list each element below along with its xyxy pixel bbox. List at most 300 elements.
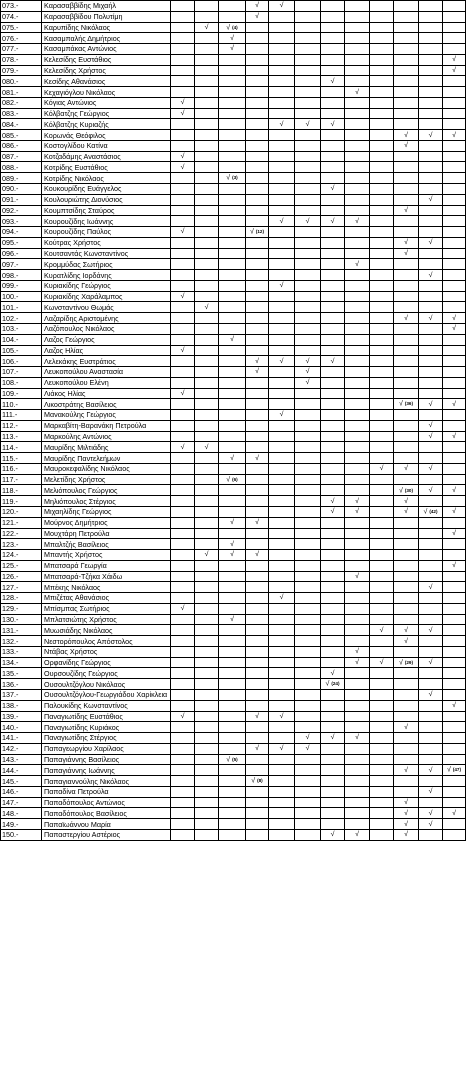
row-number: 101.- bbox=[1, 302, 42, 313]
check-cell: √ (5) bbox=[219, 754, 246, 765]
check-cell bbox=[195, 151, 219, 162]
check-cell: √ (29) bbox=[394, 657, 419, 668]
check-cell bbox=[370, 76, 394, 87]
check-cell bbox=[269, 345, 295, 356]
check-cell bbox=[394, 54, 419, 65]
check-cell bbox=[269, 754, 295, 765]
check-cell bbox=[171, 506, 195, 517]
check-cell bbox=[219, 582, 246, 593]
check-cell: √ bbox=[246, 711, 269, 722]
check-cell bbox=[295, 54, 321, 65]
check-cell: √ bbox=[345, 216, 370, 227]
check-cell bbox=[219, 808, 246, 819]
check-cell bbox=[171, 399, 195, 410]
check-cell bbox=[443, 151, 466, 162]
table-row bbox=[1, 646, 466, 657]
check-cell bbox=[219, 97, 246, 108]
check-cell bbox=[370, 528, 394, 539]
check-cell bbox=[345, 463, 370, 474]
check-cell: √ (30) bbox=[394, 485, 419, 496]
table-row bbox=[1, 1, 466, 12]
check-cell bbox=[394, 151, 419, 162]
row-number: 113.- bbox=[1, 431, 42, 442]
check-cell bbox=[269, 194, 295, 205]
member-name: Μπατσαρά-Τζήκα Χάιδω bbox=[42, 571, 171, 582]
check-cell bbox=[195, 194, 219, 205]
check-cell bbox=[295, 754, 321, 765]
check-cell bbox=[394, 87, 419, 98]
check-cell bbox=[419, 44, 443, 55]
table-row bbox=[1, 173, 466, 184]
row-number: 143.- bbox=[1, 754, 42, 765]
check-cell bbox=[321, 108, 345, 119]
check-cell bbox=[321, 11, 345, 22]
table-row bbox=[1, 765, 466, 776]
check-cell bbox=[269, 614, 295, 625]
check-cell bbox=[443, 388, 466, 399]
check-cell: √ bbox=[321, 216, 345, 227]
check-cell bbox=[419, 1, 443, 12]
check-cell bbox=[219, 140, 246, 151]
check-cell: √ bbox=[219, 33, 246, 44]
member-name: Παπαγιάννης Βασίλειος bbox=[42, 754, 171, 765]
check-cell bbox=[394, 108, 419, 119]
check-cell bbox=[195, 797, 219, 808]
check-cell bbox=[419, 248, 443, 259]
check-cell bbox=[171, 431, 195, 442]
check-cell bbox=[345, 33, 370, 44]
check-cell bbox=[419, 711, 443, 722]
check-cell bbox=[219, 442, 246, 453]
check-cell bbox=[246, 65, 269, 76]
check-cell bbox=[171, 194, 195, 205]
check-cell bbox=[443, 356, 466, 367]
check-cell bbox=[171, 754, 195, 765]
check-cell bbox=[195, 625, 219, 636]
check-cell: √ bbox=[246, 1, 269, 12]
row-number: 106.- bbox=[1, 356, 42, 367]
check-cell bbox=[321, 291, 345, 302]
check-cell bbox=[419, 646, 443, 657]
check-cell bbox=[269, 76, 295, 87]
check-cell bbox=[171, 700, 195, 711]
check-cell bbox=[321, 517, 345, 528]
check-cell: √ bbox=[171, 151, 195, 162]
check-cell bbox=[195, 679, 219, 690]
check-cell bbox=[370, 205, 394, 216]
check-cell bbox=[269, 259, 295, 270]
check-cell bbox=[195, 173, 219, 184]
check-cell: √ bbox=[295, 377, 321, 388]
footnote-ref: (4) bbox=[232, 24, 238, 30]
check-cell bbox=[219, 162, 246, 173]
check-cell bbox=[246, 582, 269, 593]
check-cell: √ bbox=[246, 743, 269, 754]
check-cell bbox=[443, 657, 466, 668]
row-number: 120.- bbox=[1, 506, 42, 517]
check-cell bbox=[345, 453, 370, 464]
check-cell bbox=[370, 442, 394, 453]
table-row bbox=[1, 162, 466, 173]
check-cell bbox=[321, 603, 345, 614]
check-cell bbox=[295, 173, 321, 184]
check-cell bbox=[269, 54, 295, 65]
member-name: Παπαδίνα Πετρούλα bbox=[42, 786, 171, 797]
check-cell bbox=[246, 302, 269, 313]
row-number: 112.- bbox=[1, 420, 42, 431]
check-cell bbox=[246, 334, 269, 345]
check-cell bbox=[419, 323, 443, 334]
check-cell bbox=[269, 367, 295, 378]
check-cell bbox=[345, 76, 370, 87]
check-cell bbox=[394, 162, 419, 173]
check-cell bbox=[171, 829, 195, 840]
member-name: Μπίσμπας Σωτήριος bbox=[42, 603, 171, 614]
check-cell bbox=[295, 237, 321, 248]
check-cell bbox=[295, 646, 321, 657]
check-cell bbox=[345, 291, 370, 302]
check-cell bbox=[419, 119, 443, 130]
member-name: Κουρουζίδης Ιωάννης bbox=[42, 216, 171, 227]
check-cell bbox=[295, 722, 321, 733]
check-cell: √ bbox=[394, 140, 419, 151]
check-cell: √ bbox=[419, 237, 443, 248]
check-cell bbox=[269, 733, 295, 744]
check-cell bbox=[345, 528, 370, 539]
check-cell bbox=[295, 291, 321, 302]
check-cell: √ bbox=[443, 130, 466, 141]
check-cell bbox=[195, 474, 219, 485]
row-number: 077.- bbox=[1, 44, 42, 55]
check-cell bbox=[345, 280, 370, 291]
check-cell bbox=[419, 173, 443, 184]
member-name: Λαζος Γεώργιος bbox=[42, 334, 171, 345]
check-cell bbox=[419, 603, 443, 614]
check-cell bbox=[370, 485, 394, 496]
check-cell: √ bbox=[419, 431, 443, 442]
row-number: 109.- bbox=[1, 388, 42, 399]
check-cell bbox=[269, 453, 295, 464]
check-cell bbox=[321, 334, 345, 345]
check-cell bbox=[171, 205, 195, 216]
row-number: 145.- bbox=[1, 776, 42, 787]
table-row bbox=[1, 377, 466, 388]
check-cell bbox=[370, 173, 394, 184]
check-cell bbox=[345, 194, 370, 205]
check-cell bbox=[345, 711, 370, 722]
check-cell bbox=[370, 216, 394, 227]
check-cell bbox=[443, 119, 466, 130]
check-cell bbox=[269, 474, 295, 485]
check-cell bbox=[295, 496, 321, 507]
check-cell bbox=[345, 1, 370, 12]
check-cell bbox=[321, 237, 345, 248]
check-cell bbox=[171, 377, 195, 388]
check-cell bbox=[246, 216, 269, 227]
check-cell bbox=[394, 690, 419, 701]
check-cell bbox=[295, 87, 321, 98]
check-cell bbox=[370, 323, 394, 334]
check-cell bbox=[171, 54, 195, 65]
member-name: Κεσίδης Αθανάσιος bbox=[42, 76, 171, 87]
member-name: Καρυπίδης Νικόλαος bbox=[42, 22, 171, 33]
check-cell bbox=[443, 291, 466, 302]
check-cell: √ bbox=[321, 829, 345, 840]
check-cell bbox=[295, 453, 321, 464]
check-cell bbox=[321, 97, 345, 108]
check-cell bbox=[171, 420, 195, 431]
check-cell bbox=[269, 625, 295, 636]
check-cell bbox=[246, 410, 269, 421]
table-row bbox=[1, 679, 466, 690]
check-cell bbox=[295, 829, 321, 840]
check-cell bbox=[419, 76, 443, 87]
table-row bbox=[1, 776, 466, 787]
check-cell bbox=[370, 517, 394, 528]
table-row bbox=[1, 690, 466, 701]
check-cell bbox=[171, 722, 195, 733]
check-cell: √ bbox=[269, 216, 295, 227]
check-cell bbox=[345, 248, 370, 259]
check-cell bbox=[345, 356, 370, 367]
check-cell bbox=[171, 668, 195, 679]
check-cell: √ bbox=[443, 808, 466, 819]
check-cell bbox=[246, 280, 269, 291]
check-cell: √ bbox=[419, 313, 443, 324]
check-cell bbox=[394, 377, 419, 388]
check-cell bbox=[295, 76, 321, 87]
check-cell bbox=[370, 54, 394, 65]
check-cell bbox=[345, 173, 370, 184]
check-cell bbox=[171, 453, 195, 464]
member-name: Καρασαββίδης Μιχαήλ bbox=[42, 1, 171, 12]
check-cell bbox=[295, 700, 321, 711]
row-number: 098.- bbox=[1, 270, 42, 281]
check-cell bbox=[321, 442, 345, 453]
check-cell bbox=[345, 205, 370, 216]
check-cell bbox=[269, 151, 295, 162]
check-cell bbox=[321, 162, 345, 173]
check-cell: √ bbox=[345, 733, 370, 744]
check-cell bbox=[321, 797, 345, 808]
check-cell bbox=[246, 668, 269, 679]
check-cell: √ bbox=[321, 119, 345, 130]
check-cell: √ bbox=[419, 625, 443, 636]
check-cell bbox=[345, 130, 370, 141]
check-cell bbox=[171, 302, 195, 313]
member-name: Μπλατσιώτης Χρήστος bbox=[42, 614, 171, 625]
check-cell: √ bbox=[345, 496, 370, 507]
member-name: Μαρκούλης Αντώνιος bbox=[42, 431, 171, 442]
check-cell bbox=[345, 97, 370, 108]
member-name: Κοτρίδης Νικόλαος bbox=[42, 173, 171, 184]
check-cell bbox=[269, 442, 295, 453]
check-cell bbox=[321, 270, 345, 281]
check-cell bbox=[443, 582, 466, 593]
check-cell bbox=[195, 808, 219, 819]
check-cell bbox=[321, 420, 345, 431]
table-row bbox=[1, 345, 466, 356]
check-cell bbox=[394, 65, 419, 76]
check-cell bbox=[419, 829, 443, 840]
member-name: Παναγιωτίδης Κυριάκος bbox=[42, 722, 171, 733]
check-cell bbox=[443, 1, 466, 12]
check-cell bbox=[195, 539, 219, 550]
check-cell bbox=[219, 119, 246, 130]
check-cell bbox=[171, 625, 195, 636]
check-cell bbox=[195, 506, 219, 517]
check-cell bbox=[370, 668, 394, 679]
check-cell bbox=[419, 722, 443, 733]
check-cell bbox=[394, 754, 419, 765]
check-cell: √ (4) bbox=[219, 22, 246, 33]
check-cell bbox=[321, 474, 345, 485]
check-cell bbox=[295, 140, 321, 151]
check-cell bbox=[419, 108, 443, 119]
check-cell bbox=[246, 420, 269, 431]
check-cell bbox=[246, 571, 269, 582]
check-cell bbox=[269, 431, 295, 442]
check-cell bbox=[295, 280, 321, 291]
check-cell: √ bbox=[370, 463, 394, 474]
table-row bbox=[1, 420, 466, 431]
table-row bbox=[1, 87, 466, 98]
table-row bbox=[1, 313, 466, 324]
check-cell bbox=[195, 237, 219, 248]
member-name: Παπαγιαννούλης Νικόλαος bbox=[42, 776, 171, 787]
check-cell bbox=[195, 700, 219, 711]
check-cell bbox=[321, 140, 345, 151]
check-cell: √ bbox=[394, 797, 419, 808]
check-cell bbox=[370, 33, 394, 44]
row-number: 137.- bbox=[1, 690, 42, 701]
check-cell bbox=[269, 108, 295, 119]
check-cell bbox=[394, 270, 419, 281]
member-name: Νεστορόπουλος Απόστολος bbox=[42, 636, 171, 647]
check-cell bbox=[171, 313, 195, 324]
check-cell bbox=[345, 517, 370, 528]
check-cell bbox=[443, 517, 466, 528]
table-row bbox=[1, 130, 466, 141]
check-cell bbox=[321, 194, 345, 205]
check-cell bbox=[171, 690, 195, 701]
check-cell bbox=[246, 754, 269, 765]
member-name: Κουκουρίδης Ευάγγελος bbox=[42, 184, 171, 195]
check-cell bbox=[370, 603, 394, 614]
table-row bbox=[1, 593, 466, 604]
check-cell bbox=[394, 700, 419, 711]
check-cell bbox=[171, 323, 195, 334]
check-cell bbox=[171, 474, 195, 485]
check-cell bbox=[345, 302, 370, 313]
check-cell bbox=[246, 76, 269, 87]
table-row bbox=[1, 367, 466, 378]
check-cell bbox=[394, 711, 419, 722]
check-cell bbox=[195, 54, 219, 65]
check-cell bbox=[443, 614, 466, 625]
check-cell bbox=[269, 636, 295, 647]
check-cell bbox=[195, 65, 219, 76]
check-cell bbox=[394, 323, 419, 334]
check-cell bbox=[345, 334, 370, 345]
check-cell bbox=[295, 808, 321, 819]
check-cell bbox=[370, 399, 394, 410]
check-cell bbox=[370, 291, 394, 302]
member-name: Κεχαγιόγλου Νικόλαος bbox=[42, 87, 171, 98]
check-cell bbox=[443, 679, 466, 690]
check-cell bbox=[419, 259, 443, 270]
check-cell bbox=[219, 302, 246, 313]
check-cell bbox=[195, 270, 219, 281]
check-cell bbox=[345, 140, 370, 151]
check-cell bbox=[219, 593, 246, 604]
check-cell bbox=[321, 754, 345, 765]
check-cell bbox=[171, 614, 195, 625]
row-number: 090.- bbox=[1, 184, 42, 195]
check-cell bbox=[219, 76, 246, 87]
check-cell bbox=[269, 270, 295, 281]
check-cell bbox=[419, 442, 443, 453]
check-cell: √ bbox=[419, 786, 443, 797]
member-name: Κασαμπάκας Αντώνιος bbox=[42, 44, 171, 55]
table-row bbox=[1, 280, 466, 291]
check-cell bbox=[394, 431, 419, 442]
member-name: Λελεκάκης Ευστράτιος bbox=[42, 356, 171, 367]
check-cell bbox=[419, 227, 443, 238]
check-cell: √ bbox=[394, 248, 419, 259]
footnote-ref: (36) bbox=[404, 401, 413, 407]
check-cell bbox=[345, 808, 370, 819]
check-cell: √ bbox=[269, 356, 295, 367]
row-number: 074.- bbox=[1, 11, 42, 22]
check-cell bbox=[246, 237, 269, 248]
check-cell bbox=[269, 765, 295, 776]
check-cell bbox=[246, 323, 269, 334]
check-cell bbox=[219, 388, 246, 399]
check-cell: √ bbox=[443, 65, 466, 76]
check-cell bbox=[321, 44, 345, 55]
check-cell bbox=[269, 130, 295, 141]
check-cell bbox=[419, 54, 443, 65]
check-cell: √ bbox=[321, 506, 345, 517]
table-row bbox=[1, 453, 466, 464]
check-cell bbox=[246, 140, 269, 151]
check-cell bbox=[394, 582, 419, 593]
check-cell bbox=[269, 700, 295, 711]
check-cell: √ bbox=[345, 829, 370, 840]
check-cell: √ bbox=[269, 743, 295, 754]
row-number: 141.- bbox=[1, 733, 42, 744]
check-cell: √ bbox=[171, 442, 195, 453]
check-cell: √ bbox=[219, 44, 246, 55]
check-cell: √ bbox=[394, 625, 419, 636]
check-cell: √ bbox=[171, 388, 195, 399]
check-cell bbox=[195, 313, 219, 324]
member-name: Κουτσαντάς Κωνσταντίνος bbox=[42, 248, 171, 259]
check-cell bbox=[295, 819, 321, 830]
check-cell bbox=[321, 463, 345, 474]
check-cell: √ bbox=[419, 399, 443, 410]
check-cell bbox=[246, 184, 269, 195]
member-name: Παπαγεωργίου Χαρίλαος bbox=[42, 743, 171, 754]
row-number: 110.- bbox=[1, 399, 42, 410]
check-cell bbox=[443, 776, 466, 787]
check-cell bbox=[171, 786, 195, 797]
table-row bbox=[1, 227, 466, 238]
check-cell bbox=[443, 722, 466, 733]
check-cell: √ bbox=[321, 356, 345, 367]
check-cell: √ bbox=[195, 550, 219, 561]
